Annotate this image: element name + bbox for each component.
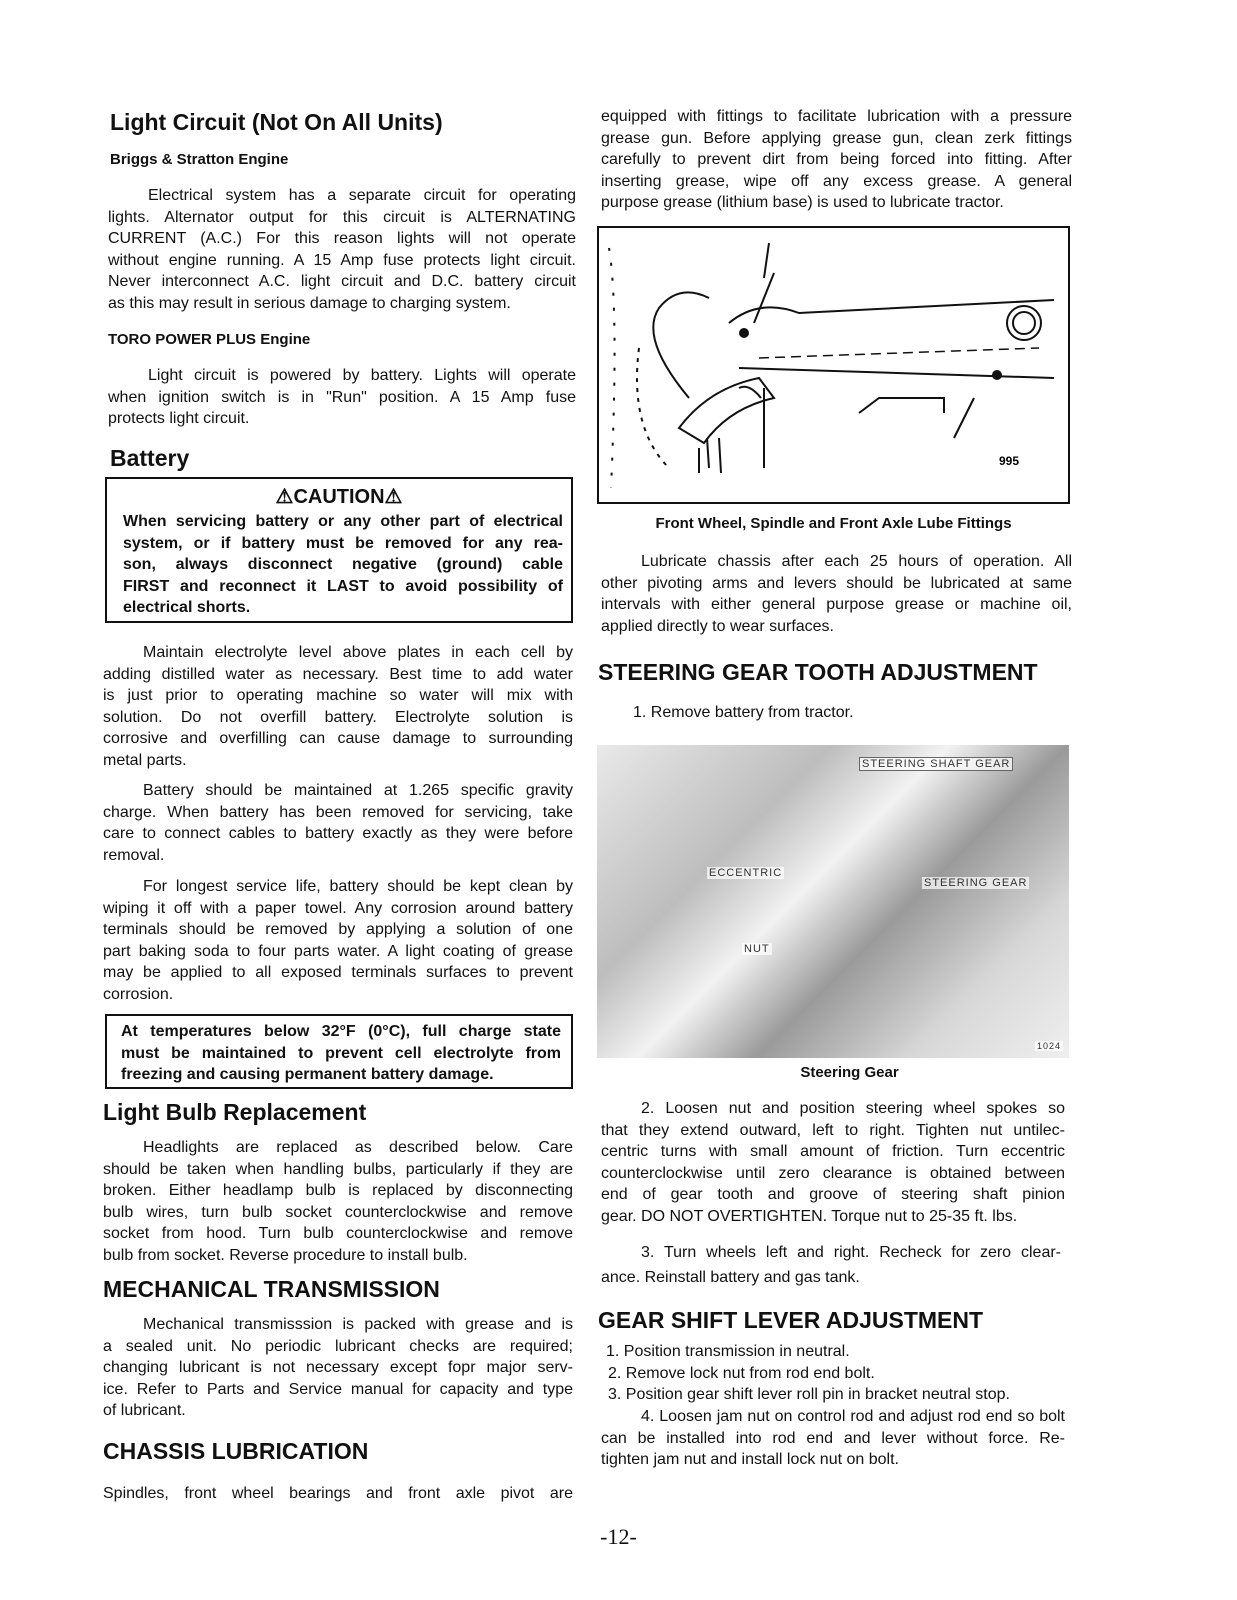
caution-text bbox=[123, 511, 563, 619]
briggs-paragraph bbox=[108, 185, 576, 315]
warning-icon: ⚠ bbox=[384, 486, 403, 508]
page-number: -12- bbox=[600, 1524, 637, 1549]
steering-step-3 bbox=[601, 1242, 1061, 1288]
caution-title: CAUTION bbox=[293, 486, 385, 508]
text-line: is just prior to operating machine so water will mix with bbox=[103, 687, 573, 705]
light-circuit-heading: Light Circuit (Not On All Units) bbox=[110, 109, 443, 135]
text-line: broken. Either headlamp bulb is replaced by disconnecting bbox=[103, 1182, 573, 1200]
caution-title-row bbox=[107, 484, 571, 509]
text-line: lights. Alternator output for this circuit is ALTERNATING bbox=[108, 208, 576, 226]
text-line: bulb wires, turn bulb socket counterclockwise and remove bbox=[103, 1203, 573, 1221]
text-line: purpose grease (lithium base) is used to lubricate tractor. bbox=[601, 194, 1004, 212]
text-line: corrosive and overfilling can cause damage to surrounding bbox=[103, 730, 573, 748]
text-line: may be applied to all exposed terminals surfaces to prevent bbox=[103, 964, 573, 982]
text-line: that they extend outward, left to right. Tighten nut untilec- bbox=[601, 1121, 1065, 1139]
text-line: CURRENT (A.C.) For this reason lights will not operate bbox=[108, 230, 576, 248]
battery-paragraph-2 bbox=[103, 780, 573, 866]
text-line: intervals with either general purpose grease or machine oil, bbox=[601, 596, 1072, 614]
toro-heading: TORO POWER PLUS Engine bbox=[108, 331, 311, 348]
text-line: carefully to prevent dirt from being forced into fitting. After bbox=[601, 151, 1072, 169]
text-line: 2. Remove lock nut from rod end bolt. bbox=[608, 1364, 875, 1382]
text-line: 3. Turn wheels left and right. Recheck for zero clear- bbox=[641, 1244, 1061, 1261]
gear-shift-steps bbox=[606, 1341, 1010, 1406]
figure-number: 995 bbox=[999, 454, 1020, 468]
text-line: metal parts. bbox=[103, 751, 187, 769]
text-line: grease gun. Before applying grease gun, clean zerk fittings bbox=[601, 129, 1072, 147]
mechanical-transmission-paragraph bbox=[103, 1314, 573, 1422]
briggs-heading: Briggs & Stratton Engine bbox=[110, 151, 289, 168]
chassis-lubrication-continued bbox=[601, 106, 1072, 214]
text-line: centric turns with small amount of friction. Turn eccentric bbox=[601, 1143, 1065, 1161]
caution-box bbox=[105, 477, 573, 623]
chassis-lubrication-paragraph bbox=[103, 1483, 573, 1505]
photo-label-steering-gear: STEERING GEAR bbox=[924, 877, 1028, 889]
text-line: 4. Loosen jam nut on control rod and adjust rod end so bolt bbox=[641, 1408, 1065, 1425]
text-line: counterclockwise until zero clearance is obtained between bbox=[601, 1164, 1065, 1182]
battery-paragraph-3 bbox=[103, 876, 573, 1006]
text-line: terminals should be removed by applying a solution of one bbox=[103, 921, 573, 939]
text-line: bulb from socket. Reverse procedure to install bulb. bbox=[103, 1246, 468, 1264]
text-line: Battery should be maintained at 1.265 specific gravity bbox=[143, 782, 573, 799]
text-line: end of gear tooth and groove of steering shaft pinion bbox=[601, 1186, 1065, 1204]
lube-fittings-caption: Front Wheel, Spindle and Front Axle Lube Fittings bbox=[655, 515, 1012, 532]
text-line: when ignition switch is in "Run" position. A 15 Amp fuse bbox=[108, 388, 576, 406]
photo-label-steering-shaft-gear: STEERING SHAFT GEAR bbox=[859, 757, 1013, 771]
photo-label-nut: NUT bbox=[744, 943, 770, 955]
photo-label-eccentric: ECCENTRIC bbox=[709, 867, 783, 879]
text-line: Never interconnect A.C. light circuit and D.C. battery circuit bbox=[108, 273, 576, 291]
text-line: protects light circuit. bbox=[108, 410, 250, 428]
text-line: removal. bbox=[103, 846, 165, 864]
temperature-note-text bbox=[121, 1021, 561, 1086]
text-line: Electrical system has a separate circuit for operating bbox=[148, 187, 576, 204]
text-line: At temperatures below 32°F (0°C), full charge state bbox=[121, 1023, 561, 1040]
text-line: Maintain electrolyte level above plates in each cell by bbox=[143, 644, 573, 661]
text-line: inserting grease, wipe off any excess grease. A general bbox=[601, 172, 1072, 190]
light-bulb-paragraph bbox=[103, 1137, 573, 1267]
text-line: charge. When battery has been removed for servicing, take bbox=[103, 803, 573, 821]
text-line: ice. Refer to Parts and Service manual for capacity and type bbox=[103, 1380, 573, 1398]
text-line: equipped with fittings to facilitate lubrication with a pressure bbox=[601, 108, 1072, 125]
text-line: 1. Position transmission in neutral. bbox=[606, 1343, 850, 1360]
temperature-note-box bbox=[105, 1014, 573, 1089]
mechanical-transmission-heading: MECHANICAL TRANSMISSION bbox=[103, 1276, 440, 1302]
steering-step-2 bbox=[601, 1098, 1065, 1228]
text-line: freezing and causing permanent battery damage. bbox=[121, 1066, 494, 1084]
text-line: Headlights are replaced as described below. Care bbox=[143, 1139, 573, 1156]
text-line: without engine running. A 15 Amp fuse protects light circuit. bbox=[108, 251, 576, 269]
text-line: care to connect cables to battery exactly as they were before bbox=[103, 825, 573, 843]
text-line: ance. Reinstall battery and gas tank. bbox=[601, 1268, 860, 1286]
gear-shift-step-4 bbox=[601, 1406, 1065, 1471]
lube-fittings-figure bbox=[597, 226, 1070, 504]
toro-paragraph bbox=[108, 365, 576, 430]
text-line: When servicing battery or any other part of electrical bbox=[123, 513, 563, 530]
text-line: Light circuit is powered by battery. Lights will operate bbox=[148, 367, 576, 384]
text-line: Lubricate chassis after each 25 hours of operation. All bbox=[641, 553, 1072, 570]
battery-paragraph-1 bbox=[103, 642, 573, 772]
steering-gear-heading: STEERING GEAR TOOTH ADJUSTMENT bbox=[598, 659, 1038, 685]
text-line: socket from hood. Turn bulb counterclockwise and remove bbox=[103, 1225, 573, 1243]
text-line: son, always disconnect negative (ground) cable bbox=[123, 556, 563, 574]
chassis-lubrication-heading: CHASSIS LUBRICATION bbox=[103, 1438, 369, 1464]
text-line: of lubricant. bbox=[103, 1402, 186, 1420]
steering-gear-photo bbox=[597, 745, 1069, 1058]
steering-step-1: 1. Remove battery from tractor. bbox=[633, 704, 854, 721]
photo-number: 1024 bbox=[1037, 1041, 1062, 1051]
battery-heading: Battery bbox=[110, 445, 190, 471]
text-line: wiping it off with a paper towel. Any corrosion around battery bbox=[103, 899, 573, 917]
text-line: For longest service life, battery should be kept clean by bbox=[143, 878, 573, 895]
text-line: FIRST and reconnect it LAST to avoid possibility of bbox=[123, 577, 563, 595]
front-wheel-spindle-drawing bbox=[599, 228, 1068, 502]
text-line: can be installed into rod end and lever without force. Re- bbox=[601, 1429, 1065, 1447]
text-line: changing lubricant is not necessary except fopr major serv- bbox=[103, 1359, 573, 1377]
text-line: 2. Loosen nut and position steering wheel spokes so bbox=[641, 1100, 1065, 1117]
text-line: corrosion. bbox=[103, 985, 174, 1003]
text-line: other pivoting arms and levers should be lubricated at same bbox=[601, 574, 1072, 592]
steering-gear-caption: Steering Gear bbox=[800, 1064, 899, 1081]
text-line: tighten jam nut and install lock nut on bolt. bbox=[601, 1451, 899, 1469]
text-line: part baking soda to four parts water. A light coating of grease bbox=[103, 942, 573, 960]
text-line: 3. Position gear shift lever roll pin in bracket neutral stop. bbox=[608, 1386, 1010, 1404]
text-line: Mechanical transmisssion is packed with grease and is bbox=[143, 1316, 573, 1333]
text-line: system, or if battery must be removed for any rea- bbox=[123, 534, 563, 552]
lubricate-paragraph bbox=[601, 551, 1072, 637]
text-line: applied directly to wear surfaces. bbox=[601, 617, 834, 635]
text-line: solution. Do not overfill battery. Electrolyte solution is bbox=[103, 708, 573, 726]
text-line: as this may result in serious damage to charging system. bbox=[108, 294, 511, 312]
text-line: electrical shorts. bbox=[123, 599, 251, 617]
text-line: should be taken when handling bulbs, particularly if they are bbox=[103, 1160, 573, 1178]
text-line: must be maintained to prevent cell electrolyte from bbox=[121, 1044, 561, 1062]
text-line: adding distilled water as necessary. Best time to add water bbox=[103, 665, 573, 683]
text-line: Spindles, front wheel bearings and front axle pivot are bbox=[103, 1485, 573, 1502]
text-line: gear. DO NOT OVERTIGHTEN. Torque nut to 25-35 ft. lbs. bbox=[601, 1207, 1018, 1225]
light-bulb-heading: Light Bulb Replacement bbox=[103, 1099, 367, 1125]
warning-icon: ⚠ bbox=[275, 486, 294, 508]
gear-shift-heading: GEAR SHIFT LEVER ADJUSTMENT bbox=[598, 1307, 984, 1333]
text-line: a sealed unit. No periodic lubricant checks are required; bbox=[103, 1337, 573, 1355]
